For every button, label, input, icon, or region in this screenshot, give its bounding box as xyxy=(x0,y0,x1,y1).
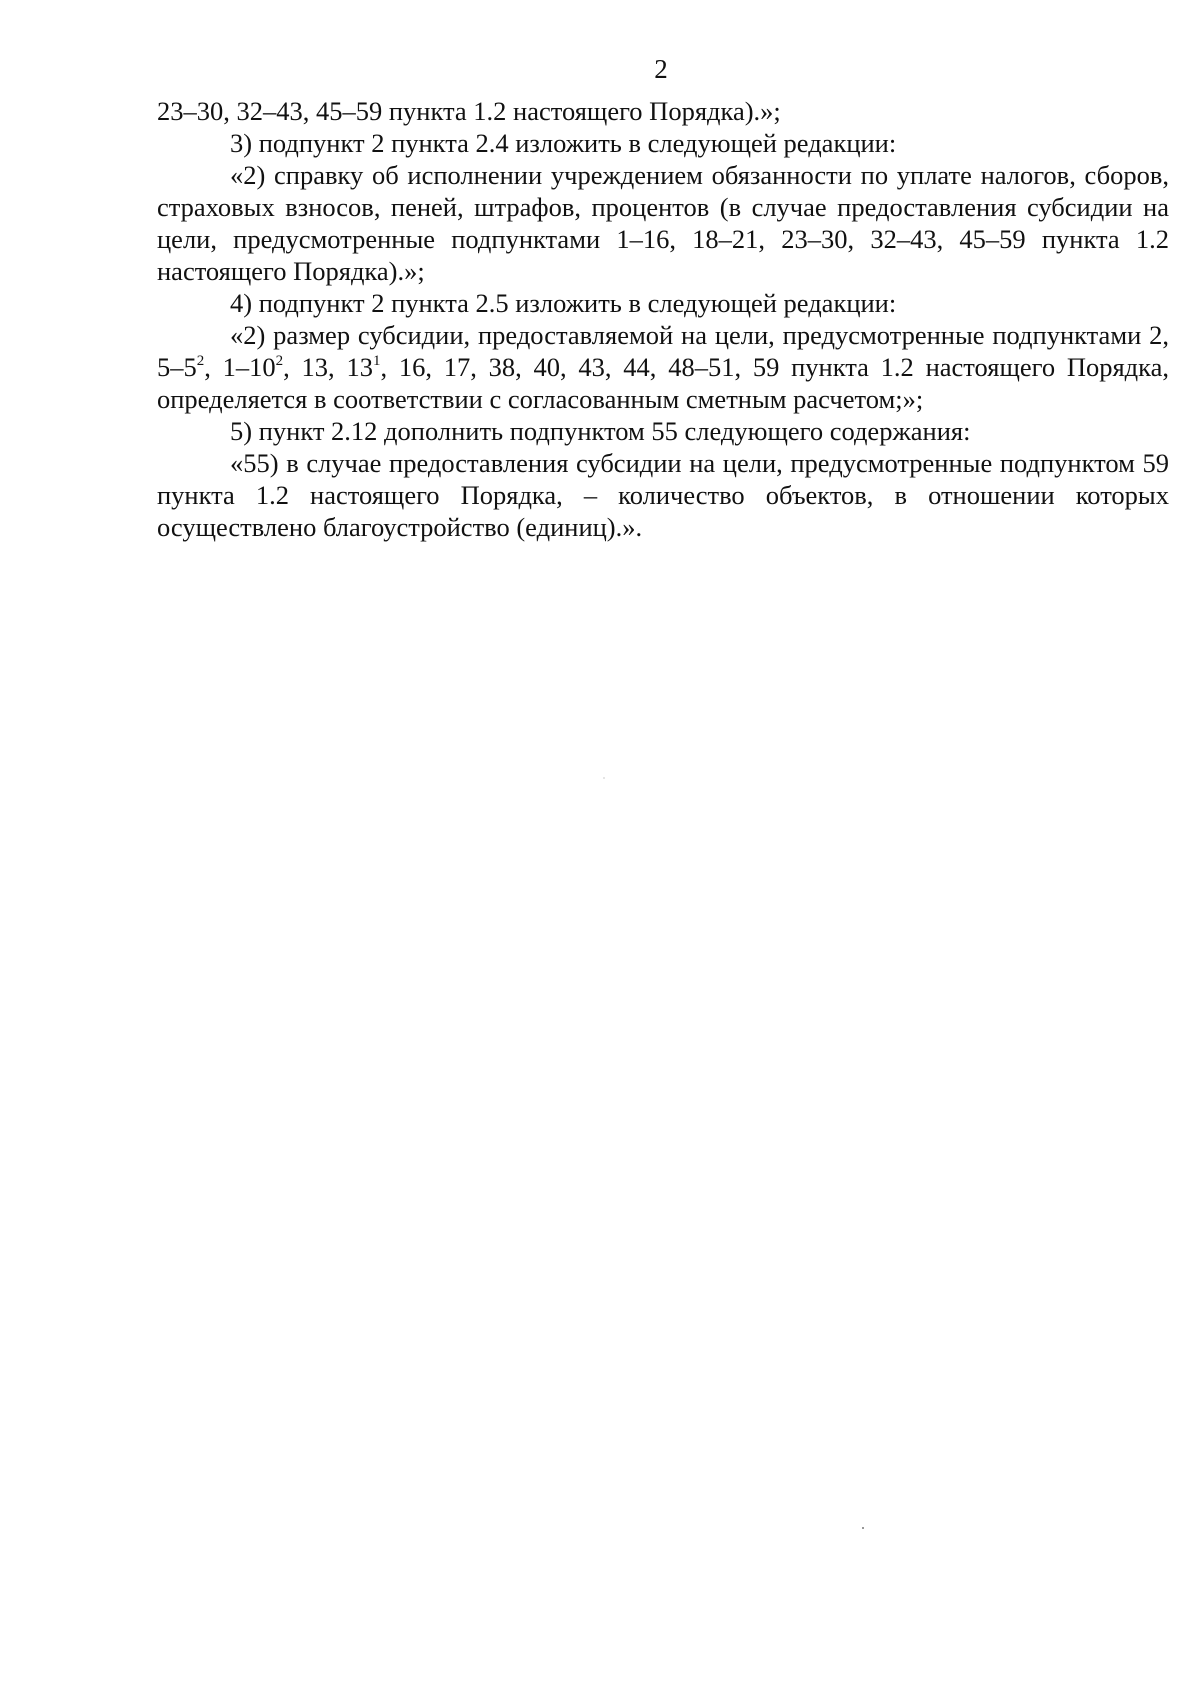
superscript: 1 xyxy=(372,353,381,369)
scan-speck xyxy=(603,777,605,779)
text-segment: , 13, 13 xyxy=(283,352,373,382)
paragraph-item-5: 5) пункт 2.12 дополнить подпунктом 55 следующего содержания: xyxy=(230,416,971,446)
paragraph-quote-item-55: «55) в случае предоставления субсидии на цели, предусмотренные подпунктом 59 пункта 1.2 настоящего Порядка, – количество объектов, в отношении которых осуществлено благоустройство (единиц).». xyxy=(157,448,1169,542)
superscript: 2 xyxy=(275,353,284,369)
paragraph-item-4: 4) подпункт 2 пункта 2.5 изложить в следующей редакции: xyxy=(230,288,897,318)
text-segment: , 1–10 xyxy=(204,352,276,382)
page-number: 2 xyxy=(654,54,668,84)
paragraph-quote-subsidy-size xyxy=(157,319,1169,415)
scan-speck xyxy=(862,1527,864,1529)
document-body xyxy=(157,95,1169,543)
paragraph-quote-tax-certificate: «2) справку об исполнении учреждением обязанности по уплате налогов, сборов, страховых взносов, пеней, штрафов, процентов (в случае предоставления субсидии на цели, предусмотренные подпунктами 1–16, 18–21, 23–30, 32–43, 45–59 пункта 1.2 настоящего Порядка).»; xyxy=(157,160,1169,286)
superscript: 2 xyxy=(196,353,205,369)
text-segment: «2) размер субсидии, предоставляемой на цели, предусмотренные подпунктами 2, 5–5 xyxy=(157,320,1169,382)
paragraph-continuation: 23–30, 32–43, 45–59 пункта 1.2 настоящего Порядка).»; xyxy=(157,96,781,126)
paragraph-item-3: 3) подпункт 2 пункта 2.4 изложить в следующей редакции: xyxy=(230,128,897,158)
text-segment: , 16, 17, 38, 40, 43, 44, 48–51, 59 пункта 1.2 настоящего Порядка, определяется в соответствии с согласованным сметным расчетом;»; xyxy=(157,352,1170,414)
